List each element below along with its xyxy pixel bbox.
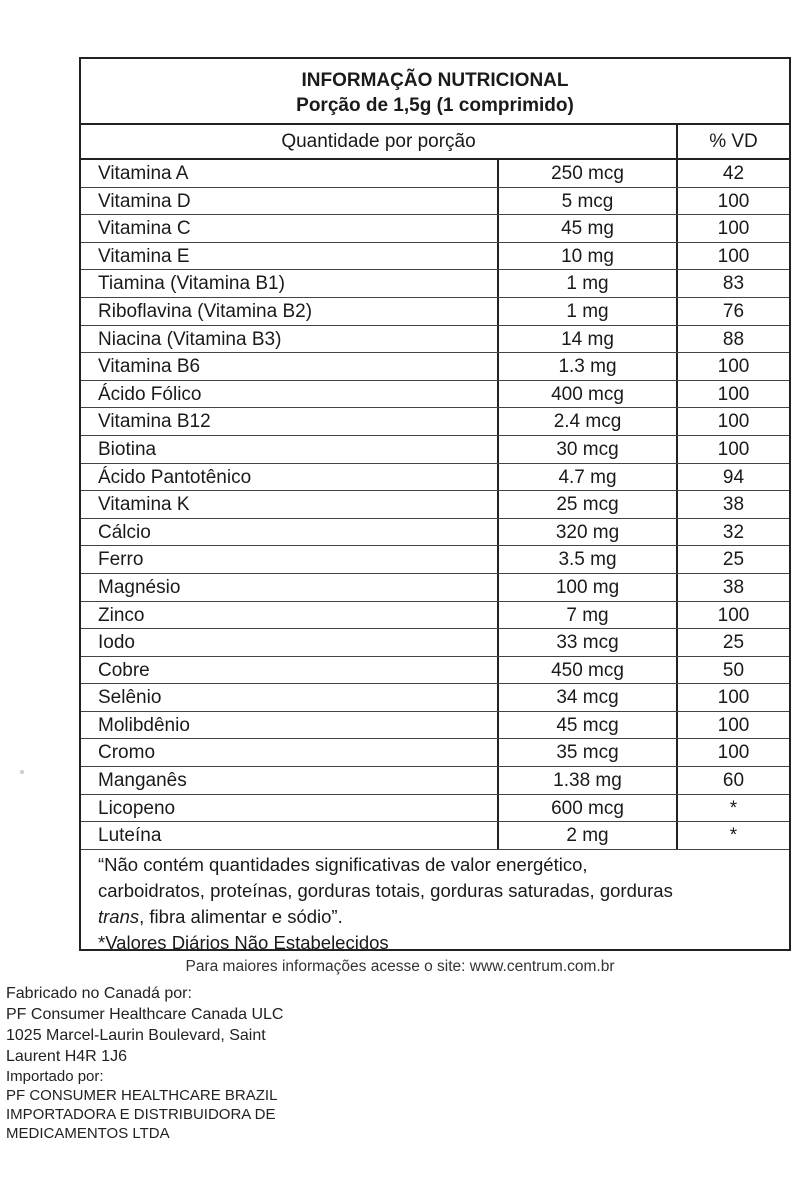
nutrient-name: Zinco — [81, 602, 499, 629]
nutrient-name: Vitamina D — [81, 188, 499, 215]
nutrient-name: Iodo — [81, 629, 499, 656]
quantity-column-header: Quantidade por porção — [81, 125, 678, 158]
nutrient-name: Selênio — [81, 684, 499, 711]
note-line-3-rest: , fibra alimentar e sódio”. — [139, 905, 343, 927]
nutrient-amount: 1.3 mg — [499, 353, 678, 380]
nutrient-amount: 250 mcg — [499, 160, 678, 187]
importer-line-2: IMPORTADORA E DISTRIBUIDORA DE — [6, 1106, 276, 1123]
table-row — [81, 326, 789, 354]
nutrient-rows — [81, 160, 789, 850]
nutrient-dv: 60 — [722, 770, 745, 792]
nutrient-dv: 100 — [717, 383, 750, 405]
table-row — [81, 215, 789, 243]
nutrient-dv: 100 — [717, 411, 750, 433]
table-row — [81, 519, 789, 547]
importer-line-1: PF CONSUMER HEALTHCARE BRAZIL — [6, 1087, 278, 1104]
table-notes — [81, 850, 789, 956]
nutrient-amount: 14 mg — [499, 326, 678, 353]
nutrient-amount: 450 mcg — [499, 657, 678, 684]
nutrient-dv: 25 — [722, 549, 745, 571]
nutrient-amount: 400 mcg — [499, 381, 678, 408]
importer-line-3: MEDICAMENTOS LTDA — [6, 1125, 170, 1142]
table-title: INFORMAÇÃO NUTRICIONAL — [301, 70, 569, 91]
table-row — [81, 436, 789, 464]
nutrient-name: Luteína — [81, 822, 499, 849]
manufacturer-address-1: 1025 Marcel-Laurin Boulevard, Saint — [6, 1027, 266, 1044]
imported-by-label: Importado por: — [6, 1068, 104, 1085]
nutrient-amount: 4.7 mg — [499, 464, 678, 491]
nutrient-dv: 100 — [717, 218, 750, 240]
serving-size: Porção de 1,5g (1 comprimido) — [296, 95, 574, 116]
nutrient-name: Vitamina K — [81, 491, 499, 518]
nutrient-dv: 42 — [722, 163, 745, 184]
nutrient-amount: 2.4 mcg — [499, 408, 678, 435]
column-header-row — [81, 125, 789, 160]
nutrient-dv: * — [729, 797, 738, 819]
table-row — [81, 712, 789, 740]
footnote: *Valores Diários Não Estabelecidos — [98, 931, 389, 953]
nutrient-name: Vitamina B12 — [81, 408, 499, 435]
table-row — [81, 602, 789, 630]
nutrient-dv: 94 — [722, 466, 745, 488]
nutrient-dv: 83 — [722, 273, 745, 295]
manufacturer-address-2: Laurent H4R 1J6 — [6, 1048, 127, 1065]
nutrient-dv: 100 — [717, 687, 750, 709]
nutrient-amount: 33 mcg — [499, 629, 678, 656]
nutrient-dv: 100 — [717, 356, 750, 378]
website-text: Para maiores informações acesse o site: www.centrum.com.br — [185, 958, 615, 975]
note-line-3 — [98, 904, 789, 930]
nutrient-amount: 45 mg — [499, 215, 678, 242]
nutrient-name: Niacina (Vitamina B3) — [81, 326, 499, 353]
nutrient-amount: 100 mg — [499, 574, 678, 601]
dv-column-header: % VD — [709, 131, 758, 152]
nutrient-amount: 600 mcg — [499, 795, 678, 822]
nutrient-amount: 5 mcg — [499, 188, 678, 215]
nutrient-amount: 2 mg — [499, 822, 678, 849]
nutrient-dv: 76 — [722, 300, 745, 322]
nutrient-amount: 35 mcg — [499, 739, 678, 766]
nutrient-dv: 25 — [722, 632, 745, 654]
table-row — [81, 795, 789, 823]
note-line-1: “Não contém quantidades significativas de valor energético, — [98, 853, 588, 875]
nutrient-amount: 25 mcg — [499, 491, 678, 518]
nutrient-name: Cromo — [81, 739, 499, 766]
nutrition-facts-table — [79, 57, 791, 951]
nutrient-amount: 1.38 mg — [499, 767, 678, 794]
made-in-label: Fabricado no Canadá por: — [6, 985, 192, 1002]
nutrient-name: Cobre — [81, 657, 499, 684]
nutrient-amount: 45 mcg — [499, 712, 678, 739]
nutrient-name: Vitamina B6 — [81, 353, 499, 380]
nutrient-dv: 100 — [717, 742, 750, 764]
table-row — [81, 188, 789, 216]
table-row — [81, 629, 789, 657]
scan-speck — [20, 770, 24, 774]
nutrient-dv: 38 — [722, 494, 745, 516]
table-row — [81, 739, 789, 767]
table-row — [81, 160, 789, 188]
table-row — [81, 767, 789, 795]
nutrient-name: Cálcio — [81, 519, 499, 546]
table-row — [81, 822, 789, 850]
nutrient-name: Ácido Fólico — [81, 381, 499, 408]
nutrient-name: Vitamina C — [81, 215, 499, 242]
nutrient-name: Ácido Pantotênico — [81, 464, 499, 491]
nutrient-dv: 50 — [722, 659, 745, 681]
nutrient-amount: 1 mg — [499, 270, 678, 297]
nutrient-name: Biotina — [81, 436, 499, 463]
nutrient-dv: 100 — [717, 190, 750, 212]
nutrient-dv: 38 — [722, 576, 745, 598]
nutrient-dv: 100 — [717, 245, 750, 267]
nutrient-amount: 10 mg — [499, 243, 678, 270]
table-row — [81, 546, 789, 574]
nutrient-name: Tiamina (Vitamina B1) — [81, 270, 499, 297]
nutrient-dv: 100 — [717, 714, 750, 736]
nutrient-amount: 7 mg — [499, 602, 678, 629]
table-row — [81, 574, 789, 602]
nutrient-name: Vitamina E — [81, 243, 499, 270]
nutrient-name: Magnésio — [81, 574, 499, 601]
table-row — [81, 353, 789, 381]
table-row — [81, 298, 789, 326]
nutrient-amount: 1 mg — [499, 298, 678, 325]
nutrient-dv: * — [729, 825, 738, 847]
table-row — [81, 464, 789, 492]
nutrient-dv: 32 — [722, 521, 745, 543]
table-row — [81, 270, 789, 298]
nutrient-name: Manganês — [81, 767, 499, 794]
nutrient-name: Molibdênio — [81, 712, 499, 739]
nutrient-dv: 88 — [722, 328, 745, 350]
nutrient-name: Vitamina A — [81, 160, 499, 187]
note-line-2: carboidratos, proteínas, gorduras totais, gorduras saturadas, gorduras — [98, 879, 673, 901]
table-row — [81, 381, 789, 409]
nutrient-name: Ferro — [81, 546, 499, 573]
table-header — [81, 59, 789, 125]
nutrient-amount: 30 mcg — [499, 436, 678, 463]
nutrient-dv: 100 — [717, 604, 750, 626]
table-row — [81, 408, 789, 436]
nutrient-name: Licopeno — [81, 795, 499, 822]
manufacturer-company: PF Consumer Healthcare Canada ULC — [6, 1006, 284, 1023]
nutrient-dv: 100 — [717, 438, 750, 460]
manufacturer-info — [6, 983, 283, 1143]
nutrient-name: Riboflavina (Vitamina B2) — [81, 298, 499, 325]
note-trans-italic: trans — [98, 905, 140, 927]
table-row — [81, 657, 789, 685]
nutrient-amount: 320 mg — [499, 519, 678, 546]
nutrient-amount: 34 mcg — [499, 684, 678, 711]
nutrient-amount: 3.5 mg — [499, 546, 678, 573]
table-row — [81, 491, 789, 519]
table-row — [81, 684, 789, 712]
table-row — [81, 243, 789, 271]
